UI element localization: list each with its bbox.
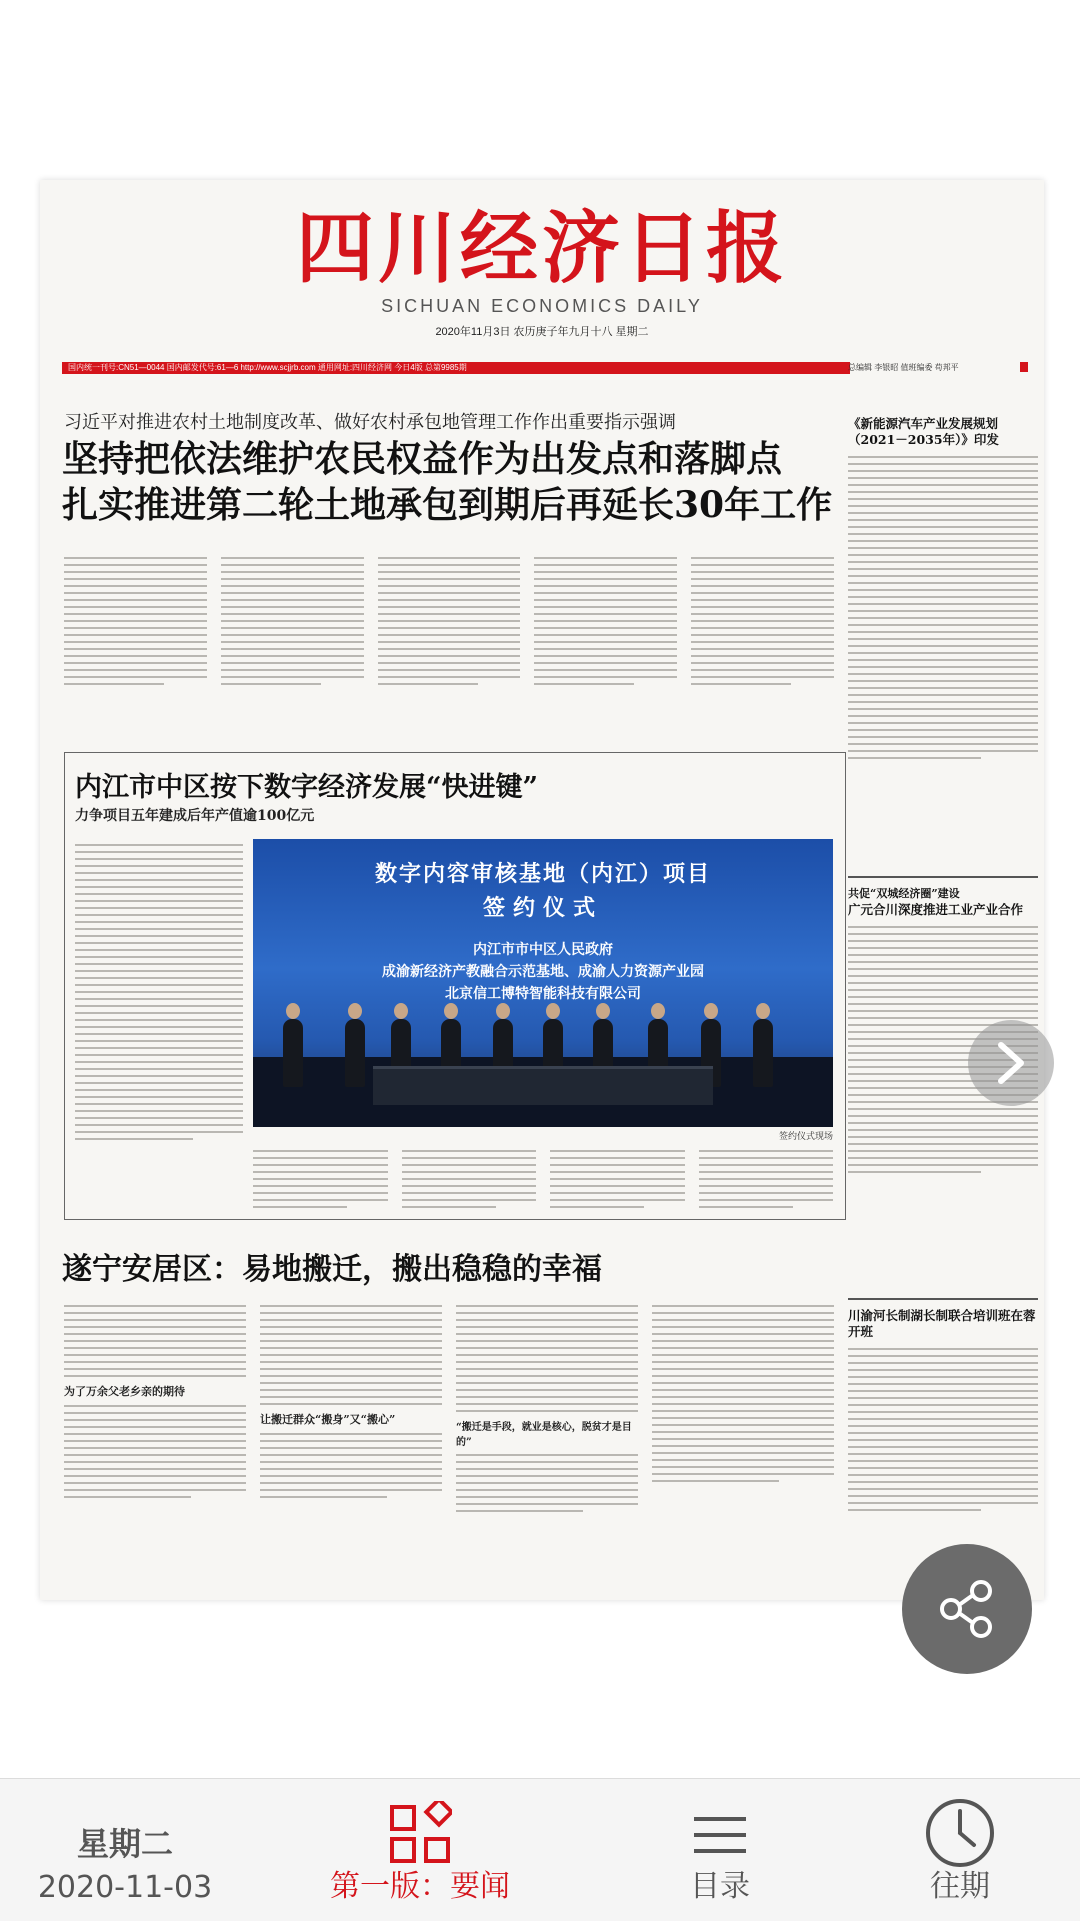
second-article-headline[interactable]: 遂宁安居区：易地搬迁，搬出稳稳的幸福: [62, 1252, 602, 1287]
feature-headline: 内江市中区按下数字经济发展“快进键”: [75, 772, 539, 803]
right-article-2-title: 广元合川深度推进工业产业合作: [848, 902, 1024, 917]
feature-article-box[interactable]: [64, 752, 846, 1220]
masthead: [40, 203, 1044, 339]
photo-banner-title: 数字内容审核基地（内江）项目: [374, 861, 711, 886]
date-label: 2020-11-03: [37, 1870, 213, 1905]
clock-icon: [924, 1797, 996, 1869]
edition-label: 第一版：要闻: [330, 1869, 510, 1904]
lead-headline-line-1: 坚持把依法维护农民权益作为出发点和落脚点: [62, 438, 783, 480]
weekday-label: 星期二: [76, 1825, 173, 1863]
right-divider: [848, 1298, 1038, 1300]
lead-kicker[interactable]: 习近平对推进农村土地制度改革、做好农村承包地管理工作作出重要指示强调: [64, 412, 676, 433]
photo-banner-line-1: 内江市市中区人民政府: [473, 941, 613, 957]
issue-date-line: 2020年11月3日 农历庚子年九月十八 星期二: [435, 326, 649, 338]
next-page-button[interactable]: [968, 1020, 1054, 1106]
masthead-english: SICHUAN ECONOMICS DAILY: [381, 296, 703, 316]
feature-subhead: 力争项目五年建成后年产值逾100亿元: [75, 808, 315, 824]
menu-lines-icon: [690, 1813, 750, 1857]
photo-banner-title-2: 签约仪式: [482, 895, 603, 920]
tab-date[interactable]: [0, 1779, 250, 1921]
tab-archive[interactable]: [860, 1779, 1060, 1921]
right-article-3[interactable]: [848, 1308, 1038, 1516]
photo-person: [753, 1019, 773, 1087]
masthead-title: 四川经济日报: [295, 203, 788, 294]
editors-text: 总编辑 李银昭 值班编委 苟邦平: [848, 363, 959, 372]
second-subhead-2: 让搬迁群众“搬身”又“搬心”: [260, 1413, 396, 1426]
newspaper-page[interactable]: [40, 180, 1044, 1600]
feature-text-bottom: [253, 1145, 833, 1213]
second-subhead-3: “搬迁是手段，就业是核心，脱贫才是目的”: [456, 1422, 632, 1448]
second-article-body: [64, 1300, 834, 1590]
lead-headline[interactable]: [62, 436, 852, 528]
right-article-2-kicker: 共促“双城经济圈”建设: [848, 887, 960, 900]
photo-caption: 签约仪式现场: [778, 1131, 833, 1141]
contents-label: 目录: [690, 1869, 750, 1904]
photo-person: [283, 1019, 303, 1087]
photo-signing-table: [373, 1066, 713, 1105]
info-bar: 国内统一刊号:CN51—0044 国内邮发代号:61—6 http://www.scjjrb.com 通用网址:四川经济网 今日4版 总第9985期: [62, 362, 850, 374]
chevron-right-icon: [993, 1041, 1029, 1085]
tab-contents[interactable]: [620, 1779, 820, 1921]
photo-banner-line-2: 成渝新经济产教融合示范基地、成渝人力资源产业园: [382, 963, 704, 979]
tab-edition[interactable]: [290, 1779, 550, 1921]
right-divider: [848, 876, 1038, 878]
photo-banner-line-3: 北京信工博特智能科技有限公司: [445, 985, 641, 1001]
red-marker: [1020, 362, 1028, 372]
photo-person: [345, 1019, 365, 1087]
right-article-1[interactable]: [848, 416, 1038, 764]
lead-headline-line-2: 扎实推进第二轮土地承包到期后再延长30年工作: [62, 484, 833, 526]
right-article-1-title: 《新能源汽车产业发展规划（2021－2035年）》印发: [848, 416, 999, 447]
layout-grid-icon: [388, 1801, 452, 1865]
editors-line: [848, 362, 1038, 374]
second-subhead-1: 为了万余父老乡亲的期待: [64, 1385, 185, 1398]
share-button[interactable]: [902, 1544, 1032, 1674]
lead-article-body: [64, 552, 834, 732]
feature-text-left: [75, 839, 243, 1145]
signing-ceremony-photo[interactable]: [253, 839, 833, 1127]
bottom-navigation: [0, 1778, 1080, 1921]
share-icon: [937, 1579, 997, 1639]
archive-label: 往期: [930, 1869, 990, 1904]
right-article-3-title: 川渝河长制湖长制联合培训班在蓉开班: [848, 1308, 1036, 1339]
